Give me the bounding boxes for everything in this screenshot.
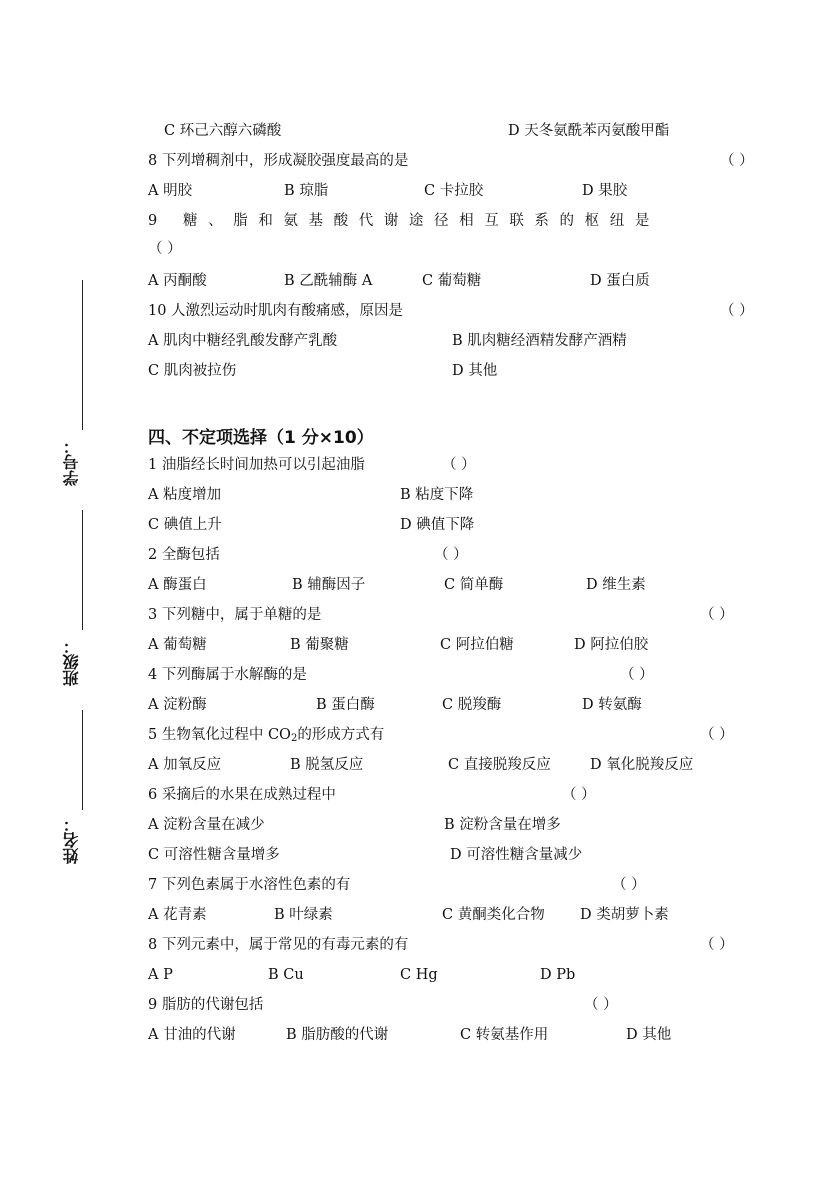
option: C 转氨基作用 — [460, 1027, 549, 1043]
question-line — [148, 540, 748, 570]
option: B 乙酰辅酶 A — [284, 273, 373, 289]
options-row — [148, 1020, 748, 1050]
option: C 黄酮类化合物 — [442, 907, 545, 923]
answer-paren: （ ） — [620, 667, 654, 683]
option: C 卡拉胶 — [424, 183, 484, 199]
question-text: 3 下列糖中，属于单糖的是 — [148, 607, 322, 623]
options-row — [148, 570, 748, 600]
question-text: 8 下列增稠剂中，形成凝胶强度最高的是 — [148, 153, 409, 169]
student-id-underline — [82, 280, 83, 430]
question-text: 1 油脂经长时间加热可以引起油脂 — [148, 457, 365, 473]
option: C 可溶性糖含量增多 — [148, 847, 280, 863]
question-text: 6 采摘后的水果在成熟过程中 — [148, 787, 336, 803]
option: D 蛋白质 — [590, 273, 650, 289]
option: A 酶蛋白 — [148, 577, 207, 593]
option: D 果胶 — [582, 183, 628, 199]
answer-paren: （ ） — [700, 937, 734, 953]
options-row — [148, 326, 748, 356]
question-text-post: 的形成方式有 — [297, 727, 385, 743]
option: D 类胡萝卜素 — [580, 907, 669, 923]
option: D Pb — [540, 967, 576, 983]
option: A 葡萄糖 — [148, 637, 207, 653]
question-text: 9 脂肪的代谢包括 — [148, 997, 264, 1013]
option: B Cu — [268, 967, 304, 983]
option: C 简单酶 — [444, 577, 504, 593]
question-line — [148, 990, 748, 1020]
options-row — [148, 960, 748, 990]
options-row — [148, 356, 748, 386]
answer-paren: （ ） — [700, 727, 734, 743]
question-line — [148, 720, 748, 750]
q7-options-row — [148, 116, 748, 146]
question-text: 9 糖、脂和氨基酸代谢途径相互联系的枢纽是 — [148, 213, 660, 229]
option: D 天冬氨酰苯丙氨酸甲酯 — [508, 123, 670, 139]
question-line — [148, 660, 748, 690]
student-id-label: 学号： — [62, 438, 81, 486]
answer-paren: （ ） — [148, 241, 182, 257]
option: B 辅酶因子 — [292, 577, 366, 593]
question-text: 2 全酶包括 — [148, 547, 220, 563]
question-line — [148, 780, 748, 810]
option: A 淀粉含量在减少 — [148, 817, 265, 833]
question-line — [148, 296, 754, 326]
option: B 粘度下降 — [400, 487, 474, 503]
option: D 转氨酶 — [582, 697, 642, 713]
answer-paren: （ ） — [562, 787, 596, 803]
option: B 脱氢反应 — [290, 757, 364, 773]
option: D 氧化脱羧反应 — [590, 757, 694, 773]
option: B 葡聚糖 — [290, 637, 349, 653]
options-row — [148, 690, 748, 720]
option: B 蛋白酶 — [316, 697, 375, 713]
option: C Hg — [400, 967, 438, 983]
options-row — [148, 810, 748, 840]
class-underline — [82, 510, 83, 630]
option: B 琼脂 — [284, 183, 329, 199]
question-line — [148, 600, 748, 630]
options-row — [148, 630, 748, 660]
answer-paren: （ ） — [700, 607, 734, 623]
option: D 阿拉伯胶 — [574, 637, 649, 653]
option: A 丙酮酸 — [148, 273, 207, 289]
binding-margin — [60, 280, 94, 870]
options-row — [148, 900, 748, 930]
name-label: 姓名： — [62, 816, 81, 864]
question-line — [148, 930, 748, 960]
option: D 碘值下降 — [400, 517, 475, 533]
question-text: 4 下列酶属于水解酶的是 — [148, 667, 307, 683]
question-line-wrap — [148, 234, 748, 264]
answer-paren: （ ） — [720, 303, 754, 319]
question-line — [148, 146, 754, 176]
subscript: 2 — [290, 733, 298, 744]
option: B 淀粉含量在增多 — [444, 817, 561, 833]
option: D 其他 — [626, 1027, 672, 1043]
answer-paren: （ ） — [720, 153, 754, 169]
option: C 葡萄糖 — [422, 273, 482, 289]
question-line — [148, 206, 748, 236]
options-row — [148, 750, 748, 780]
question-text-pre: 5 生物氧化过程中 CO — [148, 727, 291, 743]
options-row — [148, 840, 748, 870]
option: A 淀粉酶 — [148, 697, 207, 713]
question-text: 10 人激烈运动时肌肉有酸痛感，原因是 — [148, 303, 404, 319]
section-heading: 四、不定项选择（1 分×10） — [148, 428, 374, 448]
option: C 脱羧酶 — [442, 697, 502, 713]
question-text: 8 下列元素中，属于常见的有毒元素的有 — [148, 937, 409, 953]
name-underline — [82, 710, 83, 810]
option: A 明胶 — [148, 183, 193, 199]
option: A 加氧反应 — [148, 757, 222, 773]
answer-paren: （ ） — [612, 877, 646, 893]
options-row — [148, 480, 748, 510]
answer-paren: （ ） — [442, 457, 476, 473]
option: A 花青素 — [148, 907, 207, 923]
option: A 粘度增加 — [148, 487, 222, 503]
question-line — [148, 870, 748, 900]
option: C 肌肉被拉伤 — [148, 363, 237, 379]
option: A 甘油的代谢 — [148, 1027, 236, 1043]
options-row — [148, 176, 748, 206]
option: C 碘值上升 — [148, 517, 222, 533]
option: D 可溶性糖含量减少 — [450, 847, 583, 863]
option: D 其他 — [452, 363, 498, 379]
option: C 阿拉伯糖 — [440, 637, 514, 653]
option: B 叶绿素 — [274, 907, 333, 923]
options-row — [148, 266, 748, 296]
option: C 直接脱羧反应 — [448, 757, 551, 773]
question-text: 7 下列色素属于水溶性色素的有 — [148, 877, 351, 893]
class-label: 班级： — [62, 638, 81, 686]
option: B 脂肪酸的代谢 — [286, 1027, 389, 1043]
option: B 肌肉糖经酒精发酵产酒精 — [452, 333, 627, 349]
option: A P — [148, 967, 173, 983]
question-line — [148, 450, 748, 480]
answer-paren: （ ） — [434, 547, 468, 563]
answer-paren: （ ） — [584, 997, 618, 1013]
options-row — [148, 510, 748, 540]
option: D 维生素 — [586, 577, 646, 593]
option: C 环己六醇六磷酸 — [164, 123, 282, 139]
option: A 肌肉中糖经乳酸发酵产乳酸 — [148, 333, 338, 349]
